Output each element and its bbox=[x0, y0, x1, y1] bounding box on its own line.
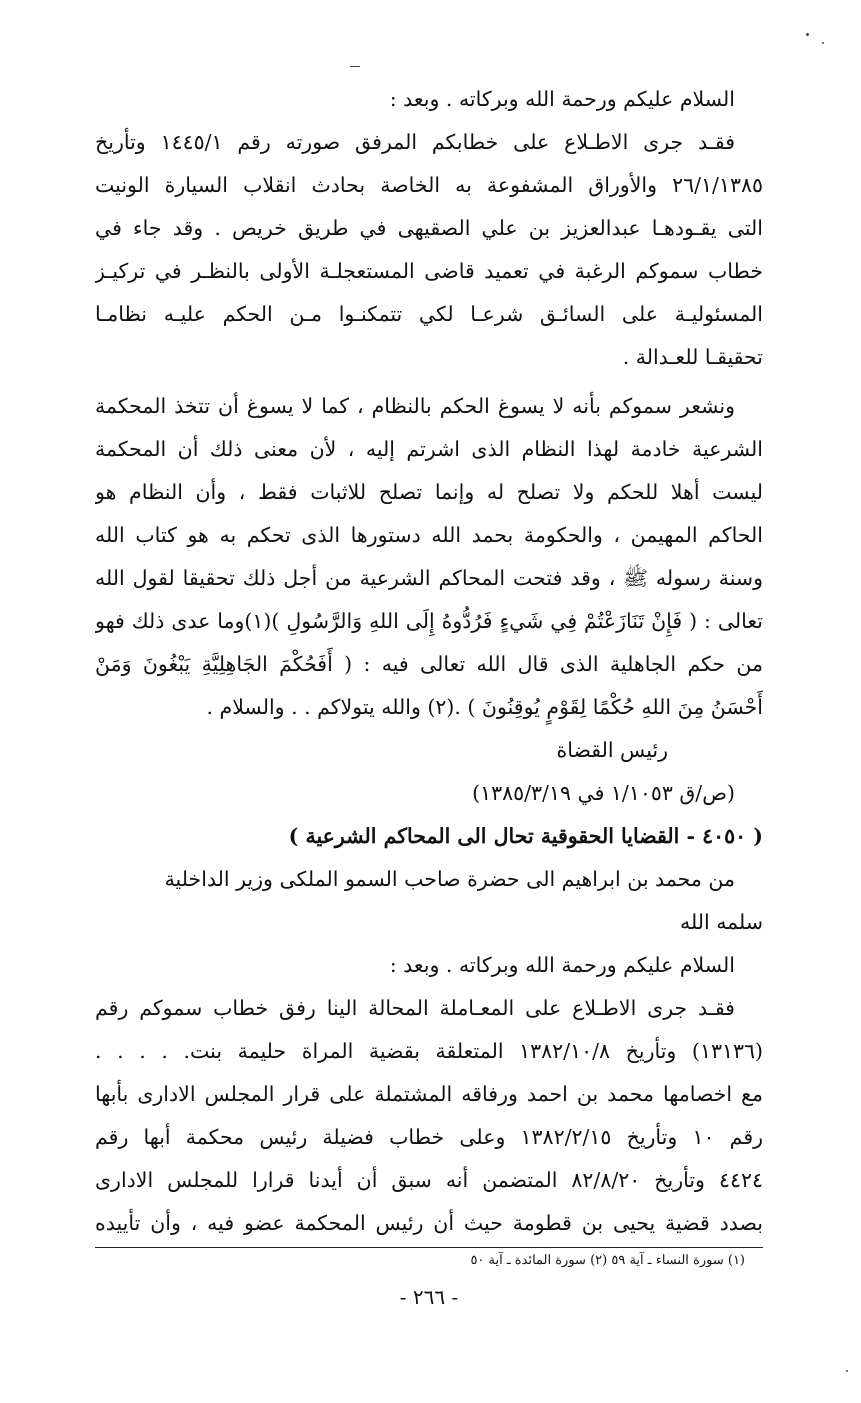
document-page bbox=[95, 78, 763, 1314]
paragraph-line: رقم ١٠ وتأريخ ١٣٨٢/٢/١٥ وعلى خطاب فضيلة رئيس محكمة أبها رقم bbox=[95, 1125, 763, 1149]
paragraph-line: تعالى : ( فَإِنْ تَنَازَعْتُمْ فِي شَيءٍ فَرُدُّوهُ إِلَى اللهِ وَالرَّسُولِ )(١)وما عدى ذلك فهو bbox=[95, 609, 763, 633]
paragraph-line: بصدد قضية يحيى بن قطومة حيث أن رئيس المحكمة عضو فيه ، وأن تأييده bbox=[95, 1211, 763, 1235]
paragraph-line: ٢٦/١/١٣٨٥ والأوراق المشفوعة به الخاصة بحادث انقلاب السيارة الونيت bbox=[95, 173, 763, 197]
paragraph-line: الحاكم المهيمن ، والحكومة بحمد الله دستورها الذى تحكم به هو كتاب الله bbox=[95, 523, 763, 547]
paragraph-line: ٤٤٢٤ وتأريخ ٨٢/٨/٢٠ المتضمن أنه سبق أن أيدنا قرارا للمجلس الادارى bbox=[95, 1168, 763, 1192]
greeting: السلام عليكم ورحمة الله وبركاته . وبعد : bbox=[389, 87, 735, 111]
paragraph-line: وسنة رسوله ﷺ ، وقد فتحت المحاكم الشرعية من أجل ذلك تحقيقا لقول الله bbox=[95, 566, 763, 590]
paragraph-line: مع اخصامها محمد بن احمد ورفاقه المشتملة على قرار المجلس الادارى بأبها bbox=[95, 1082, 763, 1106]
scan-speck bbox=[846, 1370, 848, 1372]
paragraph-line: (١٣١٣٦) وتأريخ ١٣٨٢/١٠/٨ المتعلقة بقضية المراة حليمة بنت. . . . . bbox=[95, 1039, 763, 1063]
paragraph-line: التى يقـودهـا عبدالعزيز بن علي الصقيهى في طريق خريص . وقد جاء في bbox=[95, 216, 763, 240]
section-heading: ( ٤٠٥٠ - القضايا الحقوقية تحال الى المحاكم الشرعية ) bbox=[288, 824, 763, 848]
paragraph-2 bbox=[95, 385, 763, 729]
paragraph-line: فقـد جرى الاطـلاع على المعـاملة المحالة الينا رفق خطاب سموكم رقم bbox=[95, 996, 735, 1020]
reference-number: (ص/ق ١/١٠٥٣ في ١٣٨٥/٣/١٩) bbox=[472, 781, 735, 805]
paragraph-line: ليست أهلا للحكم ولا تصلح له وإنما تصلح للاثبات فقط ، وأن النظام هو bbox=[95, 480, 763, 504]
scan-speck bbox=[806, 33, 809, 36]
paragraph-line: خطاب سموكم الرغبة في تعميد قاضى المستعجلـة الأولى بالنظـر في تركيـز bbox=[95, 259, 763, 283]
paragraph-line: الشرعية خادمة لهذا النظام الذى اشرتم إليه ، لأن معنى ذلك أن المحكمة bbox=[95, 437, 763, 461]
paragraph-line: فقـد جرى الاطـلاع على خطابكم المرفق صورته رقم ١٤٤٥/١ وتأريخ bbox=[95, 130, 735, 154]
paragraph-line: تحقيقـا للعـدالة . bbox=[622, 345, 763, 369]
greeting-2: السلام عليكم ورحمة الله وبركاته . وبعد : bbox=[389, 953, 735, 977]
paragraph-1 bbox=[95, 121, 763, 379]
paragraph-line: من حكم الجاهلية الذى قال الله تعالى فيه : ( أَفَحُكْمَ الجَاهِلِيَّةِ يَبْغُونَ وَمَنْ bbox=[95, 652, 763, 676]
address-line: من محمد بن ابراهيم الى حضرة صاحب السمو الملكى وزير الداخلية bbox=[164, 867, 735, 891]
paragraph-line: المسئوليـة على السائـق شرعـا لكي تتمكنـوا مـن الحكم عليـه نظامـا bbox=[95, 302, 763, 326]
page-number: - ٢٦٦ - bbox=[399, 1285, 459, 1309]
scan-speck bbox=[822, 42, 824, 44]
salutation: سلمه الله bbox=[679, 910, 763, 934]
signature: رئيس القضاة bbox=[556, 738, 668, 762]
footnotes: (١) سورة النساء ـ آية ٥٩ (٢) سورة المائدة ـ آية ٥٠ bbox=[470, 1253, 745, 1268]
paragraph-line: أَحْسَنُ مِنَ اللهِ حُكْمًا لِقَوْمٍ يُوقِنُونَ ) .(٢) والله يتولاكم . . والسلام . bbox=[206, 695, 763, 719]
scan-speck bbox=[350, 66, 360, 67]
paragraph-line: ونشعر سموكم بأنه لا يسوغ الحكم بالنظام ، كما لا يسوغ أن تتخذ المحكمة bbox=[95, 394, 735, 418]
paragraph-3 bbox=[95, 987, 763, 1245]
